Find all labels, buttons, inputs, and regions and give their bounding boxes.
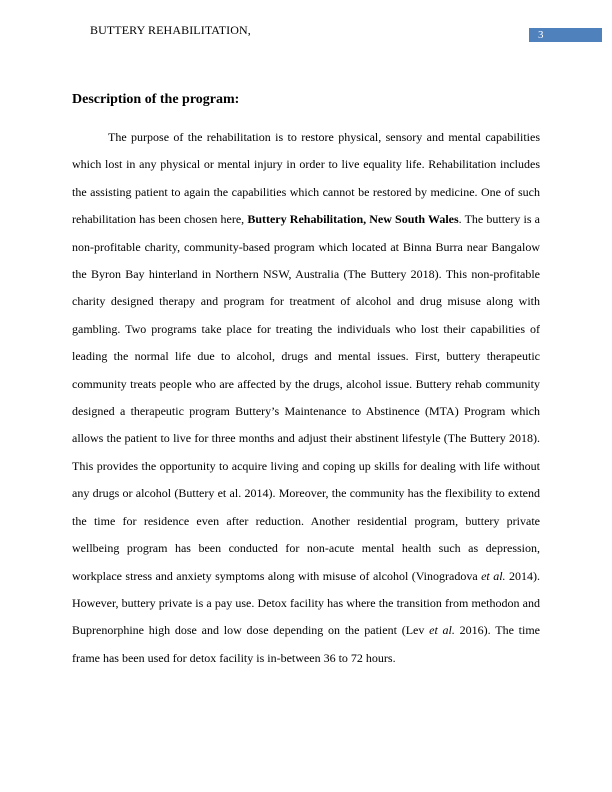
program-name-bold: Buttery Rehabilitation, New South Wales bbox=[247, 212, 459, 227]
paragraph-text-2: . The buttery is a non-profitable charity, community-based program which located at Binna Burra near Bangalow the Byron Bay hinterland in Northern NSW, Australia (The Buttery 2018). This non-profitable charity designed therapy and program for treatment of alcohol and drug misuse along with gambling. Two programs take place for treating the individuals who lost their capabilities of leading the normal life due to alcohol, drugs and mental issues. First, buttery therapeutic community treats people who are affected by the drugs, alcohol issue. Buttery rehab community designed a therapeutic program Buttery’s Maintenance to Abstinence (MTA) Program which allows the patient to live for three months and adjust their abstinent lifestyle (The Buttery 2018). This provides the opportunity to acquire living and coping up skills for dealing with life without any drugs or alcohol (Buttery et al. 2014). Moreover, the community has the flexibility to extend the time for residence even after reduction. Another residential program, buttery private wellbeing program has been conducted for non-acute mental health such as depression, workplace stress and anxiety symptoms along with misuse of alcohol (Vinogradova bbox=[72, 212, 540, 583]
citation-et-al-2: et al. bbox=[429, 623, 455, 638]
citation-et-al-1: et al. bbox=[481, 568, 506, 583]
section-heading: Description of the program: bbox=[72, 92, 240, 107]
paragraph-text-1: The purpose of the rehabilitation is to restore physical, sensory and mental capabilities which lost in any physical or mental injury in order to live equality life. Rehabilitation includes the assisting patient to again the capabilities which cannot be restored by medicine. One of such rehabilitation has been chosen here, bbox=[72, 130, 540, 227]
paragraph-text-4: 2016). The time frame has been used for detox facility is in-between 36 to 72 hours. bbox=[72, 623, 540, 665]
page-number-box bbox=[529, 28, 602, 42]
running-head: BUTTERY REHABILITATION, bbox=[90, 23, 251, 37]
paragraph-text-3: 2014). However, buttery private is a pay use. Detox facility has where the transition from methodon and Buprenorphine high dose and low dose depending on the patient (Lev bbox=[72, 568, 541, 638]
page-number: 3 bbox=[538, 29, 544, 41]
body-paragraph bbox=[72, 124, 540, 672]
